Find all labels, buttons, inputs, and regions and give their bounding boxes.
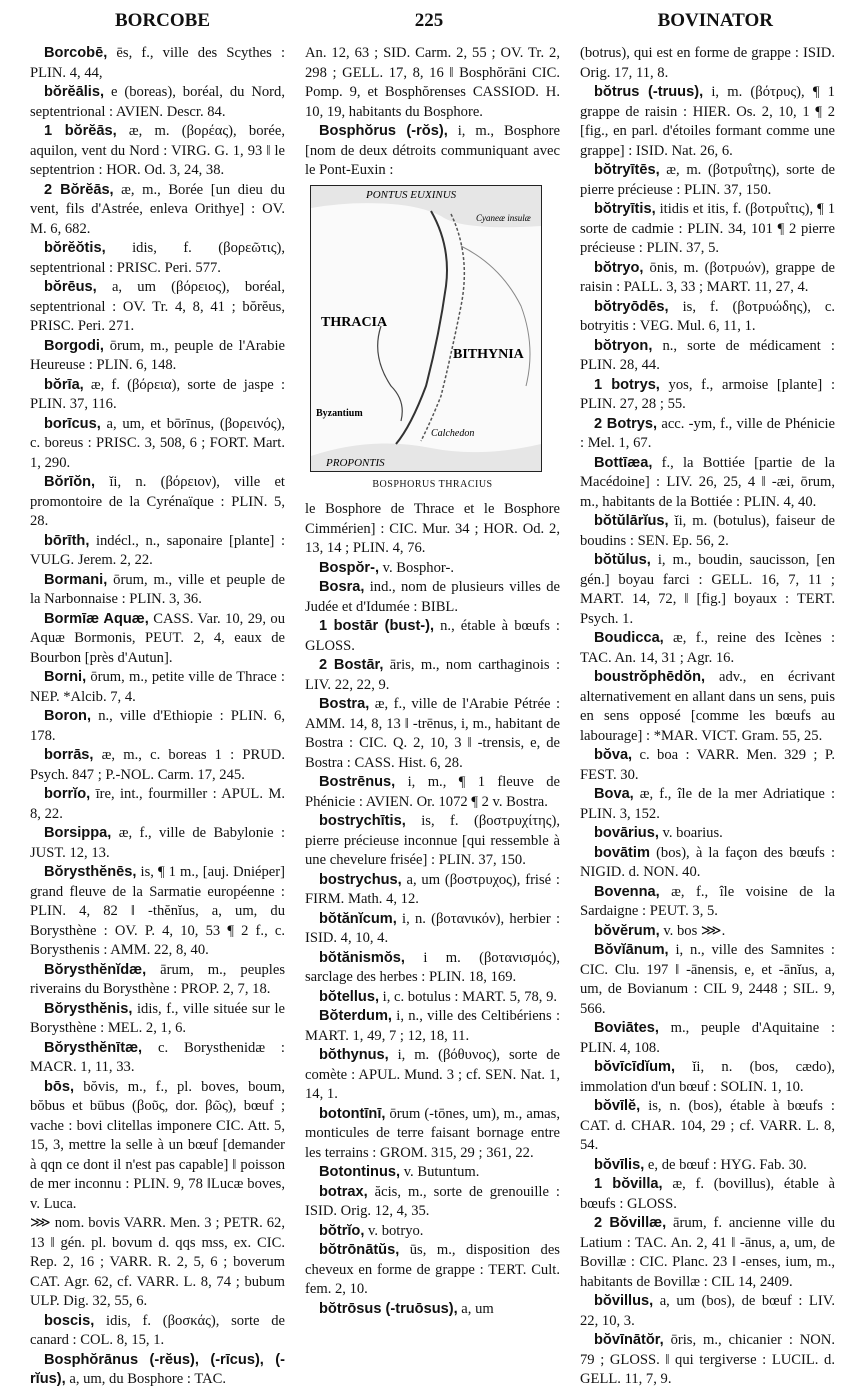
entry-definition: æ, f. (bovillus), étable à bœufs : GLOSS. xyxy=(580,1176,835,1212)
entry-definition: ēs, f., ville des Scythes : PLIN. 4, 44, xyxy=(30,45,285,81)
dictionary-entry xyxy=(580,941,835,1019)
entry-headword: 1 bŏrĕās, xyxy=(44,123,117,139)
entry-definition: e (boreas), boréal, du Nord, septentrional : AVIEN. Descr. 84. xyxy=(30,84,285,120)
entry-definition: ĭi, m. (botulus), faiseur de boudins : SEN. Ep. 56, 2. xyxy=(580,513,835,549)
entry-headword: Bŏrysthĕnis, xyxy=(44,1000,133,1017)
entry-headword: bŏrīa, xyxy=(44,376,84,393)
dictionary-entry xyxy=(30,1214,285,1312)
entry-headword: bŏtănismŏs, xyxy=(319,949,405,966)
entry-headword: Borgodi, xyxy=(44,337,104,354)
entry-headword: Boron, xyxy=(44,708,92,724)
dictionary-entry xyxy=(305,559,560,579)
dictionary-entry xyxy=(580,785,835,824)
entry-definition: v. Bosphor-. xyxy=(379,559,454,576)
entry-headword: bovātim xyxy=(594,844,650,861)
entry-headword: bŏtrōsus (-truōsus), xyxy=(319,1300,458,1317)
dictionary-entry xyxy=(580,44,835,83)
entry-definition: is, f. (βοστρυχίτης), pierre précieuse inconnue [qui ressemble à une chevelure frisée] : PLIN. 37, 150. xyxy=(305,813,560,868)
entry-headword: bŏrĕālis, xyxy=(44,84,105,100)
column-2-entries xyxy=(305,559,560,1320)
entry-definition: idis, f. (βοσκάς), sorte de canard : COL. 8, 15, 1. xyxy=(30,1312,285,1348)
page-number: 225 xyxy=(414,10,444,31)
entry-headword: bŏtryo, xyxy=(594,259,644,276)
dictionary-entry xyxy=(30,1078,285,1215)
map-label-bithynia: BITHYNIA xyxy=(453,346,524,362)
entry-headword: 1 bostār (bust-), xyxy=(319,618,435,634)
entry-definition: c. Borysthenidæ : MACR. 1, 11, 33. xyxy=(30,1039,285,1075)
dictionary-entry xyxy=(30,785,285,824)
entry-headword: bŏvĕrum, xyxy=(594,922,660,939)
dictionary-entry xyxy=(580,1292,835,1331)
dictionary-entry xyxy=(580,883,835,922)
bosphorus-map-figure xyxy=(310,185,542,472)
dictionary-entry xyxy=(580,200,835,259)
dictionary-entry xyxy=(30,44,285,83)
entry-definition: ōnis, m. (βοτρυών), grappe de raisin : PALL. 3, 33 ; MART. 11, 27, 4. xyxy=(580,259,835,295)
entry-definition: yos, f., armoise [plante] : PLIN. 27, 28 ; 55. xyxy=(580,376,836,412)
dictionary-entry xyxy=(30,532,285,571)
dictionary-entry xyxy=(30,181,285,240)
dictionary-entry xyxy=(580,1058,835,1097)
dictionary-entry xyxy=(305,910,560,949)
entry-headword: bŏtryon, xyxy=(594,337,653,354)
dictionary-entry xyxy=(30,376,285,415)
dictionary-entry xyxy=(30,1039,285,1078)
entry-headword: bŏtănĭcum, xyxy=(319,910,397,927)
entry-definition: a, um, et bōrīnus, (βορεινός), c. boreus : PRISC. 3, 508, 6 ; FORT. Mart. 1, 290. xyxy=(30,415,285,471)
entry-headword: Bŏterdum, xyxy=(319,1008,392,1024)
entry-definition: f., la Bottiée [partie de la Macédoine] : LIV. 26, 25, 4 ‖ -æi, ōrum, m., habitants de la Bottiée : PLIN. 4, 40. xyxy=(580,454,835,510)
dictionary-entry xyxy=(580,1331,835,1390)
dictionary-entry xyxy=(305,1046,560,1105)
entry-definition: i m. (βοτανισμός), sarclage des herbes : PLIN. 18, 169. xyxy=(305,949,560,985)
entry-definition: a, um (βοστρυχος), frisé : FIRM. Math. 4, 12. xyxy=(305,871,560,907)
entry-headword: Bova, xyxy=(594,786,634,802)
entry-headword: Bosphŏrus (-rŏs), xyxy=(319,123,448,139)
entry-definition: v. botryo. xyxy=(364,1222,424,1239)
dictionary-entry xyxy=(30,571,285,610)
dictionary-entry xyxy=(580,629,835,668)
entry-definition: i, n. (βοτανικόν), herbier : ISID. 4, 10, 4. xyxy=(305,910,560,946)
dictionary-entry xyxy=(580,668,835,746)
map-label-pontus: PONTUS EUXINUS xyxy=(366,188,457,201)
entry-definition: i, m., Bosphore [nom de deux détroits communiquant avec le Pont-Euxin : xyxy=(305,123,560,178)
dictionary-entry xyxy=(305,695,560,773)
entry-headword: Borcobē, xyxy=(44,45,108,61)
entry-headword: 2 Bŏrĕās, xyxy=(44,181,114,198)
dictionary-entry xyxy=(580,1214,835,1292)
entry-definition: æ, m. (βοτρυΐτης), sorte de pierre précieuse : PLIN. 37, 150. xyxy=(580,162,835,198)
entry-definition: v. boarius. xyxy=(658,825,723,841)
dictionary-entry xyxy=(305,988,560,1008)
entry-definition: ōrum, m., ville et peuple de la Narbonnaise : PLIN. 3, 36. xyxy=(30,571,285,607)
entry-headword: Bŏrysthĕnēs, xyxy=(44,864,137,880)
dictionary-entry xyxy=(580,259,835,298)
entry-headword: Bŏvĭānum, xyxy=(594,942,669,958)
entry-headword: bŏvīnātŏr, xyxy=(594,1332,664,1348)
entry-definition: a, um, du Bosphore : TAC. xyxy=(65,1371,226,1387)
dictionary-entry xyxy=(305,1105,560,1164)
dictionary-entry xyxy=(305,1007,560,1046)
entry-headword: botontīnī, xyxy=(319,1105,386,1122)
entry-definition: æ, f., ville de l'Arabie Pétrée : AMM. 14, 8, 13 ‖ -trēnus, i, m., habitant de Bostra : CIC. Q. 2, 10, 3 ‖ -trensis, e, de Bostra : CASS. Hist. 6, 28. xyxy=(305,696,560,771)
column-2 xyxy=(305,44,560,1319)
dictionary-entry xyxy=(580,844,835,883)
entry-headword: bŏtŭlārĭus, xyxy=(594,513,669,529)
dictionary-entry xyxy=(580,337,835,376)
dictionary-entry xyxy=(580,1156,835,1176)
entry-definition: idis, f. (βορεῶτις), septentrional : PRISC. Peri. 577. xyxy=(30,240,285,276)
dictionary-entry xyxy=(30,1000,285,1039)
entry-definition: c. boa : VARR. Men. 329 ; P. FEST. 30. xyxy=(580,747,835,783)
dictionary-entry xyxy=(30,863,285,961)
entry-definition: æ, f., île de la mer Adriatique : PLIN. 3, 152. xyxy=(580,786,835,822)
entry-headword: bŏtryītēs, xyxy=(594,162,660,178)
entry-definition: ōris, m., chicanier : NON. 79 ; GLOSS. ‖ qui tergiverse : LUCIL. d. GELL. 11, 7, 9. xyxy=(580,1332,835,1387)
entry-definition: indécl., n., saponaire [plante] : VULG. Jerem. 2, 22. xyxy=(30,532,285,568)
entry-definition: v. Butuntum. xyxy=(400,1164,480,1180)
entry-headword: Boviātes, xyxy=(594,1020,659,1036)
entry-headword: bŏrĕŏtis, xyxy=(44,240,106,256)
dictionary-entry xyxy=(580,512,835,551)
dictionary-entry xyxy=(30,824,285,863)
dictionary-entry xyxy=(580,551,835,629)
entry-definition: i, n., ville des Celtibériens : MART. 1, 49, 7 ; 12, 18, 11. xyxy=(305,1008,560,1044)
entry-definition: (bos), à la façon des bœufs : NIGID. d. NON. 40. xyxy=(580,844,835,880)
entry-definition: itidis et itis, f. (βοτρυΐτις), ¶ 1 sorte de cadmie : PLIN. 34, 101 ¶ 2 pierre précieuse : PLIN. 37, 5. xyxy=(580,201,835,256)
dictionary-entry xyxy=(580,1175,835,1214)
entry-definition: æ, f. (βόρεια), sorte de jaspe : PLIN. 37, 116. xyxy=(30,376,285,412)
entry-definition: æ, m. (βορέας), borée, aquilon, vent du Nord : VIRG. G. 1, 93 ‖ le septentrion : HOR. Od. 3, 24, 38. xyxy=(30,123,285,178)
dictionary-entry xyxy=(580,161,835,200)
dictionary-entry xyxy=(580,83,835,161)
entry-definition: i, m. (βόθυνος), sorte de comète : APUL. Mund. 3 ; cf. SEN. Nat. 1, 14, 1. xyxy=(305,1047,560,1102)
entry-definition: ind., nom de plusieurs villes de Judée et d'Idumée : BIBL. xyxy=(305,579,560,615)
entry-headword: Bŏrysthĕnītæ, xyxy=(44,1039,143,1056)
entry-headword: bŏvīlĕ, xyxy=(594,1098,641,1114)
entry-headword: 1 botrys, xyxy=(594,376,660,393)
entry-headword: Bŏrysthĕnĭdæ, xyxy=(44,961,147,978)
entry-headword: 1 bŏvilla, xyxy=(594,1176,663,1192)
dictionary-entry xyxy=(30,707,285,746)
dictionary-entry xyxy=(30,610,285,669)
entry-headword: 2 Bŏvillæ, xyxy=(594,1215,667,1231)
entry-headword: bŏtrus (-truus), xyxy=(594,84,704,100)
entry-definition: n., sorte de médicament : PLIN. 28, 44. xyxy=(580,337,835,373)
entry-definition: ōrum, m., petite ville de Thrace : NEP. *Alcib. 7, 4. xyxy=(30,669,285,705)
entry-definition: ĭi, n. (bos, cædo), immolation d'un bœuf : SOLIN. 1, 10. xyxy=(580,1059,835,1095)
dictionary-entry xyxy=(30,122,285,181)
entry-headword: Bormīæ Aquæ, xyxy=(44,610,149,627)
dictionary-entry xyxy=(580,746,835,785)
entry-headword: bŏvillus, xyxy=(594,1293,654,1309)
entry-definition: v. bos ⋙. xyxy=(659,922,726,939)
entry-headword: bŏtryōdēs, xyxy=(594,298,669,315)
entry-definition: ⋙ nom. bovis VARR. Men. 3 ; PETR. 62, 13 ‖ gén. pl. bovum d. qqs mss, ex. CIC. Rep. 2, 16 ; VARR. R. 2, 5, 6 ; boverum CAT. Agr. 62, cf. VARR. L. 8, 74 ; bubum ULP. Dig. 32, 55, 6. xyxy=(30,1215,285,1309)
map-illustration xyxy=(311,186,541,471)
header-last-word: BOVINATOR xyxy=(657,10,773,31)
entry-definition: adv., en écrivant alternativement en allant dans un sens, puis en sens opposé [comme les bœufs au labourage] : *MAR. VICT. Gram. 55, 25. xyxy=(580,669,835,744)
dictionary-entry xyxy=(30,473,285,532)
continued-entry-text: An. 12, 63 ; SID. Carm. 2, 55 ; OV. Tr. 2, 298 ; GELL. 17, 8, 16 ‖ Bosphŏrāni CIC. Pomp. 9, et Bosphŏrenses CASSIOD. H. 10, 19, habitants du Bosphore. xyxy=(305,45,560,120)
dictionary-entry xyxy=(30,1312,285,1351)
map-label-byzantium: Byzantium xyxy=(316,407,363,419)
entry-definition: ĭi, n. (βόρειον), ville et promontoire de la Cyrénaïque : PLIN. 5, 28. xyxy=(30,474,285,529)
dictionary-entry xyxy=(305,1300,560,1320)
entry-headword: bŏtryītis, xyxy=(594,201,656,217)
entry-definition: æ, m., c. boreas 1 : PRUD. Psych. 847 ; P.-NOL. Carm. 17, 245. xyxy=(30,747,285,783)
dictionary-entry xyxy=(580,454,835,513)
map-label-calchedon: Calchedon xyxy=(431,427,475,439)
entry-definition: i, c. botulus : MART. 5, 78, 9. xyxy=(379,988,558,1005)
entry-headword: Bŏrīŏn, xyxy=(44,474,96,490)
dictionary-entry xyxy=(30,668,285,707)
entry-definition: i, m. (βότρυς), ¶ 1 grappe de raisin : HIER. Os. 2, 10, 1 ¶ 2 [fig., en parl. d'étoiles formant comme une grappe] : ISID. Nat. 26, 6. xyxy=(580,84,835,159)
entry-definition: CASS. Var. 10, 29, ou Aquæ Bormonis, PEUT. 2, 4, eaux de Bourbon [près d'Autun]. xyxy=(30,610,285,666)
dictionary-entry xyxy=(580,415,835,454)
entry-definition: ārum, f. ancienne ville du Latium : TAC. An. 2, 41 ‖ -ānus, a, um, de Bovillæ : CIC. Planc. 23 ‖ -enses, ium, m., habitants de Bovillæ : CIL 14, 2409. xyxy=(580,1215,835,1290)
entry-definition: a, um (bos), de bœuf : LIV. 22, 10, 3. xyxy=(580,1293,835,1329)
dictionary-entry xyxy=(305,1183,560,1222)
entry-headword: Bovenna, xyxy=(594,883,660,900)
dictionary-entry xyxy=(305,578,560,617)
entry-headword: bŏtŭlus, xyxy=(594,552,651,568)
entry-definition: a, um (βόρειος), boréal, septentrional : OV. Tr. 4, 8, 41 ; bŏrĕus, PRISC. Peri. 271. xyxy=(30,279,285,334)
entry-definition: æ, f., ville de Babylonie : JUST. 12, 13. xyxy=(30,825,285,861)
entry-headword: borīcus, xyxy=(44,415,101,432)
entry-definition: ōrum (-tōnes, um), m., amas, monticules de terre faisant bornage entre les terrains : GROM. 315, 29 ; 361, 22. xyxy=(305,1105,560,1161)
entry-definition: i, m., boudin, saucisson, [en gén.] boyau farci : GELL. 16, 7, 11 ; MART. 14, 72, ‖ [fig.] boyaux : TERT. Psych. 1. xyxy=(580,552,835,627)
entry-headword: Borsippa, xyxy=(44,825,112,841)
dictionary-entry xyxy=(305,617,560,656)
entry-headword: Botontinus, xyxy=(319,1164,401,1180)
dictionary-entry xyxy=(580,376,835,415)
entry-definition: ōrum, m., peuple de l'Arabie Heureuse : PLIN. 6, 148. xyxy=(30,337,285,373)
entry-headword: bovārius, xyxy=(594,825,659,841)
entry-definition: n., étable à bœufs : GLOSS. xyxy=(305,618,560,654)
entry-headword: boustrŏphēdŏn, xyxy=(594,669,706,685)
entry-definition: bŏvis, m., f., pl. boves, boum, bŏbus et būbus (βοῦς, dor. βῶς), bœuf ; vache : bovi clitellas imponere CIC. Att. 5, 15, 3, mettre la selle à un bœuf [demander à qqn ce dont il n'est pas capable] ‖ poisson de mer inconnu : PLIN. 9, 78 ‖Lucæ boves, v. Luca. xyxy=(30,1078,285,1212)
entry-headword: bostrychus, xyxy=(319,871,402,888)
entry-headword: bōrīth, xyxy=(44,532,90,549)
dictionary-entry xyxy=(305,1222,560,1242)
entry-definition: i, m., ¶ 1 fleuve de Phénicie : AVIEN. Or. 1072 ¶ 2 v. Bostra. xyxy=(305,774,560,810)
entry-headword: 2 Botrys, xyxy=(594,415,658,432)
entry-definition: ārum, m., peuples riverains du Borysthène : PROP. 2, 7, 18. xyxy=(30,961,285,997)
running-header xyxy=(30,10,828,36)
map-label-thracia: THRACIA xyxy=(321,314,388,330)
entry-definition: ūs, m., disposition des cheveux en forme de grappe : TERT. Cult. fem. 2, 10. xyxy=(305,1242,560,1297)
dictionary-entry xyxy=(30,239,285,278)
entry-definition: m., peuple d'Aquitaine : PLIN. 4, 108. xyxy=(580,1020,835,1056)
entry-headword: Bosra, xyxy=(319,579,365,595)
entry-headword: Boudicca, xyxy=(594,630,664,646)
entry-continuation: le Bosphore de Thrace et le Bosphore Cimmérien] : CIC. Mur. 34 ; HOR. Od. 2, 13, 14 ; PLIN. 4, 76. xyxy=(305,501,560,556)
entry-headword: bŏtrōnātŭs, xyxy=(319,1242,400,1258)
dictionary-entry xyxy=(30,337,285,376)
entry-definition: i, n., ville des Samnites : CIC. Clu. 197 ‖ -ānensis, e, et -ānĭus, a, um, de Bovianum : CIL 9, 2448 ; SIL. 9, 566. xyxy=(580,942,835,1017)
entry-headword: bŏtellus, xyxy=(319,988,379,1005)
entry-headword: bŏthynus, xyxy=(319,1047,389,1063)
entry-definition: acc. -ym, f., ville de Phénicie : Mel. 1, 67. xyxy=(580,415,836,451)
entry-definition: e, de bœuf : HYG. Fab. 30. xyxy=(644,1156,807,1173)
dictionary-entry-bosphorus xyxy=(305,122,560,181)
dictionary-entry xyxy=(305,656,560,695)
entry-headword: bŏvīlis, xyxy=(594,1156,645,1173)
header-first-word: BORCOBE xyxy=(115,10,211,31)
entry-headword: bōs, xyxy=(44,1078,74,1095)
dictionary-entry xyxy=(580,922,835,942)
entry-headword: bostrychītis, xyxy=(319,813,406,829)
entry-headword: Bostrēnus, xyxy=(319,774,396,790)
dictionary-entry xyxy=(580,1019,835,1058)
dictionary-entry xyxy=(305,812,560,871)
entry-definition: æ, f., reine des Icènes : TAC. An. 14, 31 ; Agr. 16. xyxy=(580,630,835,666)
entry-headword: Bostra, xyxy=(319,696,370,712)
column-3 xyxy=(580,44,835,1390)
entry-definition: æ, m., Borée [un dieu du vent, fils d'Astrée, enleva Orithye] : OV. M. 6, 682. xyxy=(30,181,285,237)
entry-definition: is, n. (bos), étable à bœufs : CAT. d. CHAR. 104, 29 ; cf. VARR. L. 8, 54. xyxy=(580,1098,835,1153)
entry-headword: Bormani, xyxy=(44,571,108,588)
entry-definition: īre, int., fourmiller : APUL. M. 8, 22. xyxy=(30,786,285,822)
dictionary-entry xyxy=(305,871,560,910)
dictionary-entry xyxy=(305,949,560,988)
entry-headword: Bospŏr-, xyxy=(319,559,379,576)
entry-headword: bŏva, xyxy=(594,747,633,763)
dictionary-entry xyxy=(305,1163,560,1183)
dictionary-entry xyxy=(30,278,285,337)
dictionary-entry xyxy=(30,961,285,1000)
map-caption: BOSPHORUS THRACIUS xyxy=(372,478,493,490)
entry-definition: idis, f., ville située sur le Borysthène : MEL. 2, 1, 6. xyxy=(30,1000,285,1036)
entry-definition: ăcis, m., sorte de grenouille : ISID. Orig. 12, 4, 35. xyxy=(305,1183,560,1219)
dictionary-entry xyxy=(580,298,835,337)
entry-definition: is, ¶ 1 m., [auj. Dniéper] grand fleuve de la Sarmatie européenne : PLIN. 4, 82 ‖ -thĕnĭus, a, um, du Borysthène : OV. P. 4, 10, 53 ¶ 2 f., c. Borysthenis : AMM. 22, 8, 40. xyxy=(30,864,285,958)
entry-headword: borrĭo, xyxy=(44,786,91,802)
entry-definition: āris, m., nom carthaginois : LIV. 22, 22, 9. xyxy=(305,657,560,693)
dictionary-entry xyxy=(30,415,285,474)
entry-headword: 2 Bostār, xyxy=(319,657,384,673)
entry-headword: bŏvīcīdĭum, xyxy=(594,1059,676,1075)
entry-definition: æ, f., île voisine de la Sardaigne : PEUT. 3, 5. xyxy=(580,883,835,919)
entry-definition: (botrus), qui est en forme de grappe : ISID. Orig. 17, 11, 8. xyxy=(580,45,835,81)
entry-headword: boscis, xyxy=(44,1312,95,1329)
dictionary-entry xyxy=(580,824,835,844)
entry-definition: is, f. (βοτρυώδης), c. botryitis : VEG. Mul. 6, 11, 1. xyxy=(580,298,835,334)
map-label-propontis: PROPONTIS xyxy=(326,456,385,469)
dictionary-entry xyxy=(305,1241,560,1300)
entry-headword: Borni, xyxy=(44,669,87,685)
dictionary-entry xyxy=(580,1097,835,1156)
entry-headword: bŏrēus, xyxy=(44,279,97,295)
dictionary-entry xyxy=(305,773,560,812)
entry-definition: a, um xyxy=(457,1300,494,1317)
entry-headword: borrās, xyxy=(44,747,94,763)
dictionary-entry xyxy=(30,746,285,785)
entry-headword: botrax, xyxy=(319,1183,368,1200)
dictionary-entry xyxy=(30,83,285,122)
entry-headword: Bosphŏrānus (-rĕus), (-rīcus), (-rĭus), xyxy=(30,1351,285,1387)
dictionary-entry xyxy=(30,1351,285,1390)
entry-headword: Bottīæa, xyxy=(594,454,653,471)
entry-headword: bŏtrĭo, xyxy=(319,1222,365,1239)
column-1 xyxy=(30,44,285,1390)
entry-definition: n., ville d'Ethiopie : PLIN. 6, 178. xyxy=(30,708,285,744)
map-label-cyaneae: Cyaneæ insulæ xyxy=(476,212,531,223)
